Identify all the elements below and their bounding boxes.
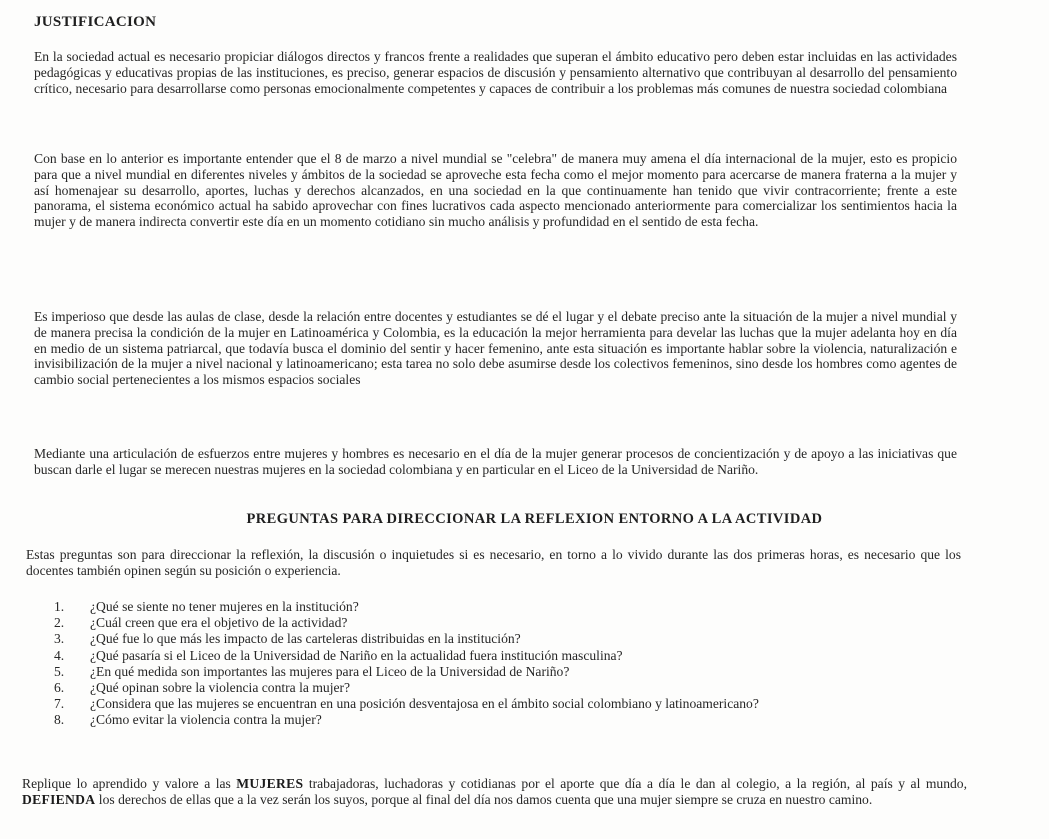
question-text: ¿Cómo evitar la violencia contra la mujer? xyxy=(90,712,322,728)
question-number: 7. xyxy=(54,696,65,712)
closing-text-1: Replique lo aprendido y valore a las xyxy=(22,776,237,791)
question-number: 3. xyxy=(54,631,65,647)
question-item xyxy=(54,648,974,664)
question-number: 4. xyxy=(54,647,65,663)
closing-emphasis-defienda: DEFIENDA xyxy=(22,792,96,807)
closing-emphasis-mujeres: MUJERES xyxy=(236,776,304,791)
question-text: ¿En qué medida son importantes las mujeres para el Liceo de la Universidad de Nariño? xyxy=(90,663,570,679)
question-item xyxy=(54,599,974,615)
heading-justificacion: JUSTIFICACION xyxy=(34,14,157,30)
question-number: 8. xyxy=(54,712,65,728)
question-item xyxy=(54,664,974,680)
paragraph-1: En la sociedad actual es necesario propiciar diálogos directos y francos frente a realidades que superan el ámbito educativo pero deben estar incluidas en las actividades pedagógicas y educativas propias de las instituciones, es preciso, generar espacios de discusión y pensamiento alternativo que contribuyan al desarrollo del pensamiento crítico, necesario para desarrollarse como personas emocionalmente competentes y capaces de contribuir a los problemas más comunes de nuestra sociedad colombiana xyxy=(34,49,957,96)
closing-text-3: los derechos de ellas que a la vez serán los suyos, porque al final del día nos damos cuenta que una mujer siempre se cruza en nuestro camino. xyxy=(95,792,873,807)
question-text: ¿Qué pasaría si el Liceo de la Universidad de Nariño en la actualidad fuera institución masculina? xyxy=(90,647,623,663)
question-number: 6. xyxy=(54,680,65,696)
question-text: ¿Qué fue lo que más les impacto de las carteleras distribuidas en la institución? xyxy=(90,631,521,647)
question-text: ¿Qué opinan sobre la violencia contra la mujer? xyxy=(90,680,351,696)
paragraph-4: Mediante una articulación de esfuerzos entre mujeres y hombres es necesario en el día de la mujer generar procesos de concientización y de apoyo a las iniciativas que buscan darle el lugar se merecen nuestras mujeres en la sociedad colombiana y en particular en el Liceo de la Universidad de Nariño. xyxy=(34,446,957,477)
question-text: ¿Qué se siente no tener mujeres en la institución? xyxy=(90,599,359,614)
question-item xyxy=(54,615,974,631)
questions-intro: Estas preguntas son para direccionar la reflexión, la discusión o inquietudes si es necesario, en torno a lo vivido durante las dos primeras horas, es necesario que los docentes también opinen según su posición o experiencia. xyxy=(26,547,961,578)
paragraph-3: Es imperioso que desde las aulas de clase, desde la relación entre docentes y estudiantes se dé el lugar y el debate preciso ante la situación de la mujer a nivel mundial y de manera precisa la condición de la mujer en Latinoamérica y Colombia, es la educación la mejor herramienta para develar las luchas que la mujer adelanta hoy en día en medio de un sistema patriarcal, que todavía busca el dominio del sentir y hacer femenino, ante esta situación es importante hablar sobre la violencia, naturalización e invisibilización de la mujer a nivel nacional y latinoamericano; esta tarea no solo debe asumirse desde los colectivos femeninos, sino desde los hombres como agentes de cambio social pertenecientes a los mismos espacios sociales xyxy=(34,309,957,388)
question-text: ¿Considera que las mujeres se encuentran en una posición desventajosa en el ámbito social colombiano y latinoamericano? xyxy=(90,696,759,712)
question-item xyxy=(54,631,974,647)
question-number: 1. xyxy=(54,599,65,614)
question-number: 2. xyxy=(54,615,65,631)
question-item xyxy=(54,696,974,712)
closing-paragraph xyxy=(22,776,967,808)
questions-list xyxy=(54,599,974,729)
paragraph-2: Con base en lo anterior es importante entender que el 8 de marzo a nivel mundial se "celebra" de manera muy amena el día internacional de la mujer, esto es propicio para que a nivel mundial en diferentes niveles y ámbitos de la sociedad se aproveche esta fecha como el mejor momento para acercarse de manera fraterna a la mujer y así homenajear su desarrollo, aportes, luchas y derechos alcanzados, en una sociedad en la que continuamente han tenido que vivir contracorriente; frente a este panorama, el sistema económico actual ha sabido aprovechar con fines lucrativos cada aspecto mencionado anteriormente para comercializar los sentimientos hacia la mujer y de manera indirecta convertir este día en un momento cotidiano sin mucho análisis y profundidad en el sentido de esta fecha. xyxy=(34,151,957,230)
question-number: 5. xyxy=(54,663,65,679)
closing-text-2: trabajadoras, luchadoras y cotidianas por el aporte que día a día le dan al colegio, a la región, al país y al mundo, xyxy=(303,776,967,791)
question-item xyxy=(54,680,974,696)
question-text: ¿Cuál creen que era el objetivo de la actividad? xyxy=(90,615,348,631)
question-item xyxy=(54,712,974,728)
heading-preguntas: PREGUNTAS PARA DIRECCIONAR LA REFLEXION ENTORNO A LA ACTIVIDAD xyxy=(246,511,823,527)
